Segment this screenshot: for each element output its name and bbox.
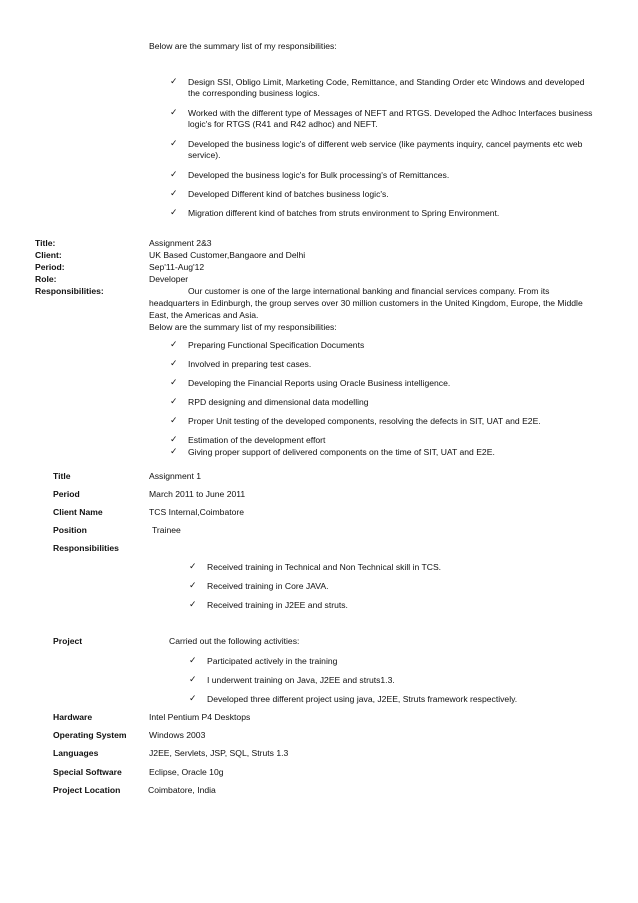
list-item-line: service). bbox=[188, 150, 221, 160]
section2-intro: Below are the summary list of my responsibilities: bbox=[149, 322, 337, 332]
checkmark-icon: ✓ bbox=[170, 139, 178, 149]
env-value: Coimbatore, India bbox=[148, 785, 216, 795]
env-label: Hardware bbox=[53, 712, 93, 722]
project-intro: Carried out the following activities: bbox=[169, 636, 300, 646]
list-item: Developed the business logic's for Bulk processing's of Remittances. bbox=[188, 170, 450, 180]
row-label: Title bbox=[53, 471, 71, 481]
list-item: RPD designing and dimensional data modelling bbox=[188, 397, 369, 407]
row-label: Responsibilities bbox=[53, 543, 119, 553]
list-item: Giving proper support of delivered components on the time of SIT, UAT and E2E. bbox=[188, 447, 495, 457]
row-value: Assignment 1 bbox=[149, 471, 202, 481]
label-responsibilities: Responsibilities: bbox=[35, 286, 104, 296]
value-client: UK Based Customer,Bangaore and Delhi bbox=[149, 250, 306, 260]
list-item: Developed Different kind of batches business logic's. bbox=[188, 189, 389, 199]
checkmark-icon: ✓ bbox=[170, 378, 178, 388]
list-item: Preparing Functional Specification Documents bbox=[188, 340, 365, 350]
list-item-line: the corresponding business logics. bbox=[188, 88, 320, 98]
checkmark-icon: ✓ bbox=[189, 694, 197, 704]
list-item: Received training in J2EE and struts. bbox=[207, 600, 348, 610]
checkmark-icon: ✓ bbox=[170, 189, 178, 199]
label-period: Period: bbox=[35, 262, 65, 272]
checkmark-icon: ✓ bbox=[189, 656, 197, 666]
value-title: Assignment 2&3 bbox=[149, 238, 212, 248]
checkmark-icon: ✓ bbox=[170, 108, 178, 118]
description-line: Our customer is one of the large international banking and financial services company. From its bbox=[188, 286, 550, 296]
list-item: Received training in Technical and Non Technical skill in TCS. bbox=[207, 562, 442, 572]
row-label: Position bbox=[53, 525, 87, 535]
checkmark-icon: ✓ bbox=[170, 416, 178, 426]
checkmark-icon: ✓ bbox=[170, 340, 178, 350]
checkmark-icon: ✓ bbox=[170, 359, 178, 369]
row-value: Trainee bbox=[152, 525, 181, 535]
list-item bbox=[188, 139, 582, 161]
project-label: Project bbox=[53, 636, 83, 646]
checkmark-icon: ✓ bbox=[189, 562, 197, 572]
value-role: Developer bbox=[149, 274, 189, 284]
list-item: Proper Unit testing of the developed components, resolving the defects in SIT, UAT and E2E. bbox=[188, 416, 541, 426]
checkmark-icon: ✓ bbox=[189, 675, 197, 685]
checkmark-icon: ✓ bbox=[170, 435, 178, 445]
checkmark-icon: ✓ bbox=[189, 581, 197, 591]
row-label: Period bbox=[53, 489, 80, 499]
checkmark-icon: ✓ bbox=[170, 397, 178, 407]
section1-intro: Below are the summary list of my responsibilities: bbox=[149, 41, 337, 51]
checkmark-icon: ✓ bbox=[170, 208, 178, 218]
row-value: March 2011 to June 2011 bbox=[149, 489, 246, 499]
list-item: Migration different kind of batches from struts environment to Spring Environment. bbox=[188, 208, 500, 218]
list-item bbox=[188, 108, 592, 130]
checkmark-icon: ✓ bbox=[170, 447, 178, 457]
list-item-line: Worked with the different type of Messages of NEFT and RTGS. Developed the Adhoc Interfaces business bbox=[188, 108, 593, 118]
list-item-line: Design SSI, Obligo Limit, Marketing Code, Remittance, and Standing Order etc Windows and developed bbox=[188, 77, 585, 87]
checkmark-icon: ✓ bbox=[170, 170, 178, 180]
row-value: TCS Internal,Coimbatore bbox=[149, 507, 245, 517]
list-item: Participated actively in the training bbox=[207, 656, 338, 666]
list-item: Involved in preparing test cases. bbox=[188, 359, 312, 369]
description-line: East, the Americas and Asia. bbox=[149, 310, 259, 320]
list-item: I underwent training on Java, J2EE and struts1.3. bbox=[207, 675, 395, 685]
checkmark-icon: ✓ bbox=[170, 77, 178, 87]
label-title: Title: bbox=[35, 238, 56, 248]
list-item bbox=[188, 77, 584, 99]
checkmark-icon: ✓ bbox=[189, 600, 197, 610]
row-label: Client Name bbox=[53, 507, 103, 517]
list-item-line: Developed the business logic's of different web service (like payments inquiry, cancel payments etc web bbox=[188, 139, 583, 149]
env-value: J2EE, Servlets, JSP, SQL, Struts 1.3 bbox=[149, 748, 289, 758]
list-item: Developing the Financial Reports using Oracle Business intelligence. bbox=[188, 378, 451, 388]
env-label: Special Software bbox=[53, 767, 122, 777]
env-label: Operating System bbox=[53, 730, 127, 740]
list-item: Received training in Core JAVA. bbox=[207, 581, 329, 591]
env-value: Intel Pentium P4 Desktops bbox=[149, 712, 251, 722]
label-client: Client: bbox=[35, 250, 62, 260]
list-item: Developed three different project using java, J2EE, Struts framework respectively. bbox=[207, 694, 518, 704]
env-label: Languages bbox=[53, 748, 99, 758]
description-line: headquarters in Edinburgh, the group serves over 30 million customers in the United Kingdom, Europe, the Middle bbox=[149, 298, 583, 308]
value-period: Sep'11-Aug'12 bbox=[149, 262, 205, 272]
env-value: Windows 2003 bbox=[149, 730, 206, 740]
label-role: Role: bbox=[35, 274, 57, 284]
env-value: Eclipse, Oracle 10g bbox=[149, 767, 224, 777]
list-item-line: logic's for RTGS (R41 and R42 adhoc) and NEFT. bbox=[188, 119, 378, 129]
list-item: Estimation of the development effort bbox=[188, 435, 326, 445]
env-label: Project Location bbox=[53, 785, 121, 795]
